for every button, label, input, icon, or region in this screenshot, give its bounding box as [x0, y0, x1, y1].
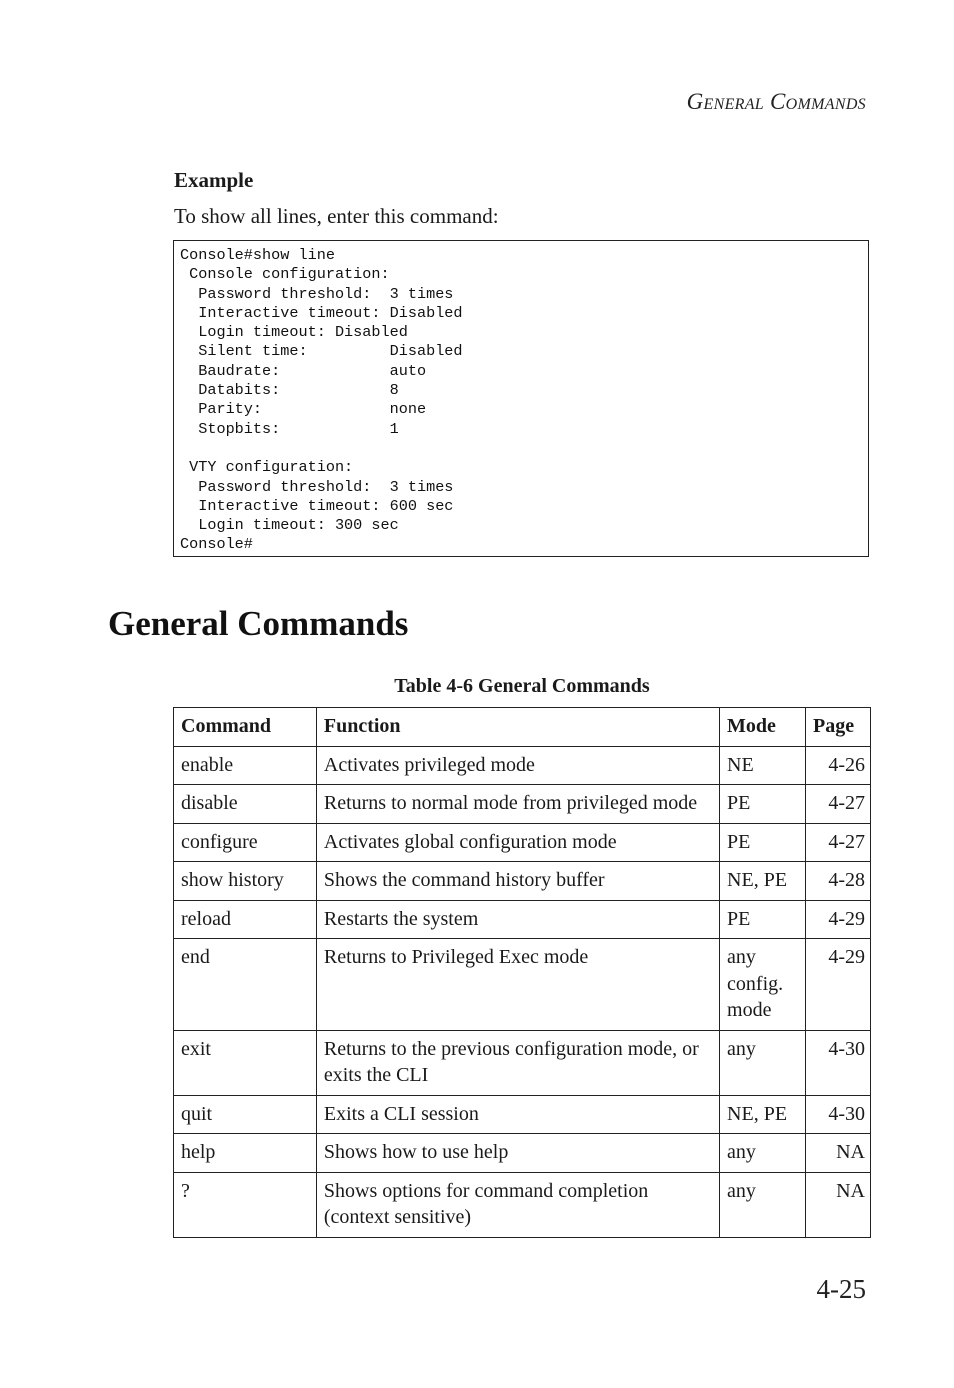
- cell-mode: PE: [720, 785, 806, 824]
- column-header-page: Page: [806, 708, 871, 747]
- code-line: Console#show line: [180, 246, 335, 264]
- cell-page: 4-30: [806, 1030, 871, 1095]
- column-header-command: Command: [174, 708, 317, 747]
- table-row: [174, 1030, 871, 1095]
- cell-function: Activates privileged mode: [316, 746, 719, 785]
- cell-mode: any config. mode: [720, 939, 806, 1031]
- running-header: General Commands: [686, 89, 866, 114]
- code-line: Console configuration:: [180, 265, 390, 284]
- cell-mode: PE: [720, 900, 806, 939]
- cell-command: ?: [174, 1172, 317, 1237]
- table-row: [174, 1172, 871, 1237]
- code-line: Interactive timeout: Disabled: [180, 303, 463, 322]
- cell-command: help: [174, 1134, 317, 1173]
- table-header-row: [174, 708, 871, 747]
- section-title: General Commands: [108, 604, 409, 643]
- code-line: Console#: [180, 535, 253, 554]
- table-row: [174, 862, 871, 901]
- cell-mode: any: [720, 1134, 806, 1173]
- code-line: Silent time: Disabled: [180, 342, 463, 361]
- cell-page: 4-29: [806, 900, 871, 939]
- code-example-box: [173, 240, 869, 557]
- cell-command: enable: [174, 746, 317, 785]
- table-body: [174, 746, 871, 1237]
- table-row: [174, 785, 871, 824]
- cell-page: 4-30: [806, 1095, 871, 1134]
- code-listing: [180, 246, 862, 555]
- code-line: VTY configuration:: [180, 458, 354, 477]
- cell-function: Shows the command history buffer: [316, 862, 719, 901]
- page-number: 4-25: [816, 1274, 866, 1304]
- code-line: Parity: none: [180, 400, 427, 419]
- general-commands-table: [173, 707, 871, 1238]
- code-line: Login timeout: 300 sec: [180, 516, 399, 535]
- code-line: Stopbits: 1: [180, 419, 399, 438]
- cell-function: Shows options for command completion (context sensitive): [316, 1172, 719, 1237]
- cell-page: 4-28: [806, 862, 871, 901]
- cell-command: exit: [174, 1030, 317, 1095]
- cell-mode: NE, PE: [720, 862, 806, 901]
- cell-command: configure: [174, 823, 317, 862]
- table-row: [174, 746, 871, 785]
- code-line: Password threshold: 3 times: [180, 284, 454, 303]
- code-line: Databits: 8: [180, 381, 399, 400]
- cell-command: quit: [174, 1095, 317, 1134]
- code-line: Login timeout: Disabled: [180, 323, 408, 342]
- cell-mode: any: [720, 1172, 806, 1237]
- cell-function: Activates global configuration mode: [316, 823, 719, 862]
- cell-function: Returns to the previous configuration mode, or exits the CLI: [316, 1030, 719, 1095]
- cell-function: Returns to normal mode from privileged mode: [316, 785, 719, 824]
- cell-function: Exits a CLI session: [316, 1095, 719, 1134]
- cell-page: 4-29: [806, 939, 871, 1031]
- cell-mode: NE: [720, 746, 806, 785]
- column-header-mode: Mode: [720, 708, 806, 747]
- table-row: [174, 939, 871, 1031]
- cell-command: disable: [174, 785, 317, 824]
- cell-page: 4-26: [806, 746, 871, 785]
- cell-command: reload: [174, 900, 317, 939]
- code-line: Password threshold: 3 times: [180, 477, 454, 496]
- cell-function: Returns to Privileged Exec mode: [316, 939, 719, 1031]
- table-row: [174, 1095, 871, 1134]
- cell-page: NA: [806, 1134, 871, 1173]
- table-row: [174, 823, 871, 862]
- table-caption: Table 4-6 General Commands: [394, 675, 650, 697]
- column-header-function: Function: [316, 708, 719, 747]
- cell-page: 4-27: [806, 823, 871, 862]
- cell-command: end: [174, 939, 317, 1031]
- cell-mode: NE, PE: [720, 1095, 806, 1134]
- example-intro-text: To show all lines, enter this command:: [174, 204, 499, 228]
- cell-mode: any: [720, 1030, 806, 1095]
- cell-mode: PE: [720, 823, 806, 862]
- table-row: [174, 900, 871, 939]
- example-heading: Example: [174, 168, 254, 192]
- cell-page: 4-27: [806, 785, 871, 824]
- table-row: [174, 1134, 871, 1173]
- cell-command: show history: [174, 862, 317, 901]
- cell-page: NA: [806, 1172, 871, 1237]
- code-line: Baudrate: auto: [180, 361, 427, 380]
- cell-function: Shows how to use help: [316, 1134, 719, 1173]
- code-line: Interactive timeout: 600 sec: [180, 496, 454, 515]
- cell-function: Restarts the system: [316, 900, 719, 939]
